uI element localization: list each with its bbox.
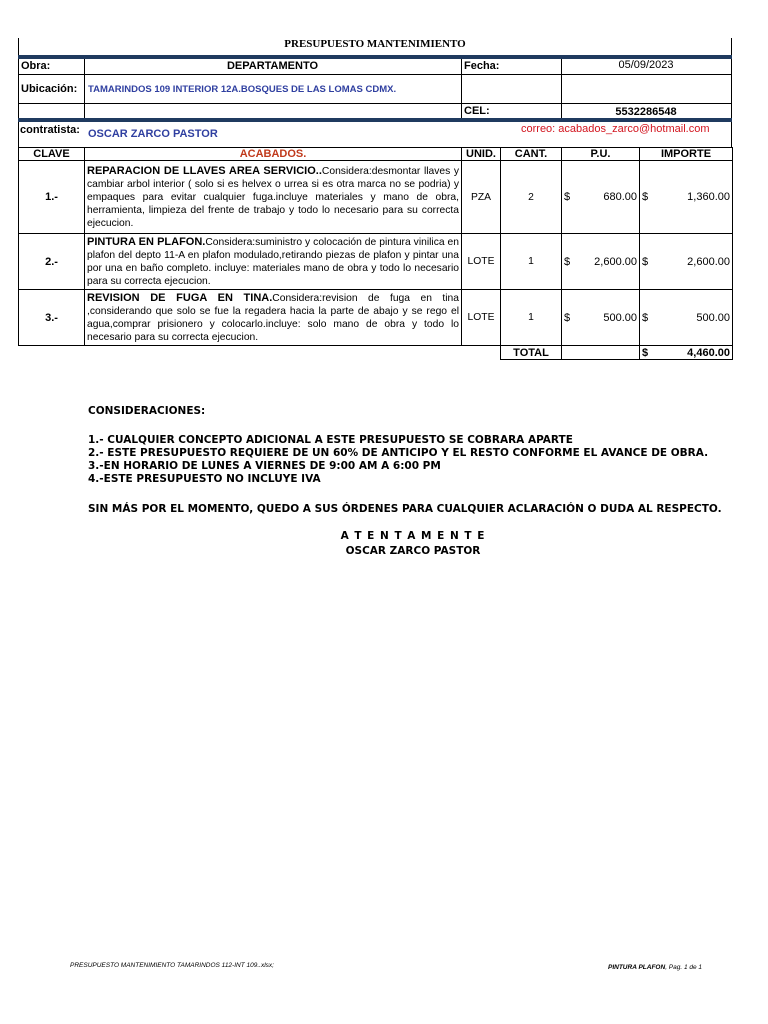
obra-value: DEPARTAMENTO <box>226 60 319 72</box>
row-clave: 3.- <box>19 290 85 346</box>
table-row <box>19 234 733 290</box>
pu-amount: 2,600.00 <box>594 255 637 268</box>
obra-label: Obra: <box>21 60 51 72</box>
row-importe <box>640 234 733 290</box>
page-title: PRESUPUESTO MANTENIMIENTO <box>284 38 466 50</box>
row-importe <box>640 290 733 346</box>
currency-symbol: $ <box>564 255 571 268</box>
currency-symbol: $ <box>642 311 649 324</box>
consideration-item: 2.- ESTE PRESUPUESTO REQUIERE DE UN 60% DE ANTICIPO Y EL RESTO CONFORME EL AVANCE DE OBRA. <box>88 447 709 459</box>
header-pu: P.U. <box>562 148 640 161</box>
table-header-row <box>19 148 733 161</box>
closing-statement: SIN MÁS POR EL MOMENTO, QUEDO A SUS ÓRDENES PARA CUALQUIER ACLARACIÓN O DUDA AL RESPECTO. <box>88 503 722 515</box>
row-title: PINTURA EN PLAFON. <box>87 235 206 248</box>
fecha-value: 05/09/2023 <box>618 59 674 71</box>
row-unid: PZA <box>462 161 501 234</box>
items-table <box>18 147 733 360</box>
row-detail: Considera:suministro y colocación de pintura vinilica en plafon del depto 11-A en plafon modulado,retirando piezas de plafon y pintar una por una en baño completo. incluye: materiales mano de obra y todo lo necesario para su correcta ejecucion. <box>87 236 459 287</box>
footer-filename: PRESUPUESTO MANTENIMIENTO TAMARINDOS 112-INT 109..xlsx; <box>70 962 274 969</box>
considerations-heading: CONSIDERACIONES: <box>88 405 206 417</box>
fecha-label: Fecha: <box>464 60 500 72</box>
row-detail: Considera:desmontar llaves y cambiar arbol interior ( solo si es helvex o urrea si es otra marca no se podria) y empaques para evitar cualquier fuga.incluye materiales y mano de obra, herramienta, limpieza del frente de trabajo y todo lo necesario para su correcta ejecucion. <box>87 165 459 229</box>
cel-value: 5532286548 <box>615 106 677 118</box>
currency-symbol: $ <box>564 191 571 203</box>
pu-amount: 500.00 <box>603 311 637 324</box>
total-label: TOTAL <box>501 346 562 360</box>
table-row <box>19 161 733 234</box>
correo-email: correo: acabados_zarco@hotmail.com <box>521 123 710 135</box>
row-pu <box>562 161 640 234</box>
header-line-1 <box>18 74 732 75</box>
row-title: REPARACION DE LLAVES AREA SERVICIO.. <box>87 164 322 177</box>
consideration-item: 3.-EN HORARIO DE LUNES A VIERNES DE 9:00 AM A 6:00 PM <box>88 460 441 472</box>
row-unid: LOTE <box>462 290 501 346</box>
footer-page-number: , Pag. 1 de 1 <box>665 964 703 971</box>
header-concepto: ACABADOS. <box>85 148 462 161</box>
row-importe <box>640 161 733 234</box>
currency-symbol: $ <box>642 255 649 268</box>
row-pu <box>562 290 640 346</box>
currency-symbol: $ <box>642 191 649 203</box>
header-clave: CLAVE <box>19 148 85 161</box>
row-cant: 2 <box>501 161 562 234</box>
importe-amount: 1,360.00 <box>687 191 730 203</box>
importe-amount: 2,600.00 <box>687 255 730 268</box>
footer-page <box>608 964 702 971</box>
row-description <box>85 234 462 290</box>
ubicacion-value: TAMARINDOS 109 INTERIOR 12A.BOSQUES DE LAS LOMAS CDMX. <box>88 84 397 95</box>
row-clave: 2.- <box>19 234 85 290</box>
contratista-value: OSCAR ZARCO PASTOR <box>88 128 218 140</box>
total-value <box>640 346 733 360</box>
header-unid: UNID. <box>462 148 501 161</box>
consideration-item: 4.-ESTE PRESUPUESTO NO INCLUYE IVA <box>88 473 321 485</box>
importe-amount: 500.00 <box>696 311 730 324</box>
header-line-2 <box>18 103 732 104</box>
header-col-2 <box>461 59 462 118</box>
row-description <box>85 290 462 346</box>
atentamente: A T E N T A M E N T E <box>340 530 486 542</box>
contratista-label: contratista: <box>20 124 80 136</box>
header-cant: CANT. <box>501 148 562 161</box>
total-amount: 4,460.00 <box>687 346 730 359</box>
row-description <box>85 161 462 234</box>
table-row <box>19 290 733 346</box>
header-importe: IMPORTE <box>640 148 733 161</box>
ubicacion-label: Ubicación: <box>21 83 78 95</box>
row-title: REVISION DE FUGA EN TINA. <box>87 291 273 304</box>
row-cant: 1 <box>501 234 562 290</box>
row-unid: LOTE <box>462 234 501 290</box>
total-row <box>19 346 733 360</box>
header-mid-rule <box>18 118 732 122</box>
currency-symbol: $ <box>564 311 571 324</box>
row-pu <box>562 234 640 290</box>
pu-amount: 680.00 <box>603 191 637 203</box>
row-cant: 1 <box>501 290 562 346</box>
consideration-item: 1.- CUALQUIER CONCEPTO ADICIONAL A ESTE PRESUPUESTO SE COBRARA APARTE <box>88 434 573 446</box>
currency-symbol: $ <box>642 346 649 359</box>
row-clave: 1.- <box>19 161 85 234</box>
row-detail: Considera:revision de fuga en tina ,considerando que solo se fue la regadera hacia la parte de abajo y se rego el agua,comprar prisionero y colocarlo.incluye: solo mano de obra y todo lo necesario para su correcta ejecucion. <box>87 292 459 343</box>
footer-sheet-name: PINTURA PLAFON <box>608 964 666 971</box>
signer-name: OSCAR ZARCO PASTOR <box>345 545 481 557</box>
cel-label: CEL: <box>464 105 490 117</box>
